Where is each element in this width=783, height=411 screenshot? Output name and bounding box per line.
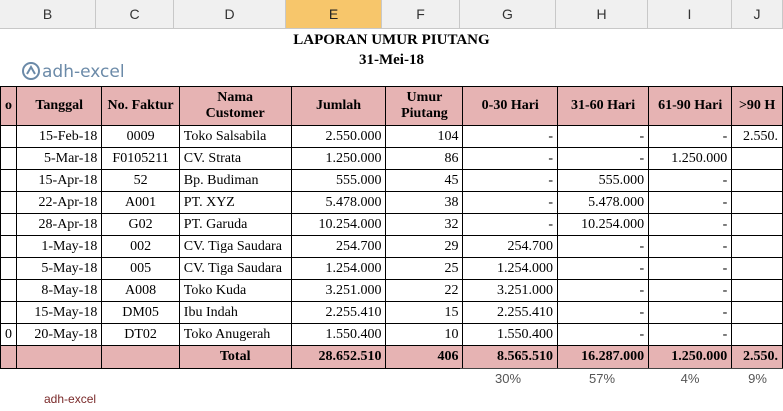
cell-over-90-hari[interactable] [732, 214, 783, 236]
table-row [1, 236, 783, 258]
cell-umur-piutang[interactable]: 10 [386, 324, 463, 346]
table-row [1, 280, 783, 302]
cell-31-60-hari[interactable]: 10.254.000 [558, 214, 649, 236]
column-header-i[interactable]: I [648, 0, 732, 28]
header-tanggal[interactable]: Tanggal [17, 87, 102, 126]
total-umur-piutang[interactable]: 406 [386, 346, 463, 369]
total-nama-customer[interactable]: Total [179, 346, 291, 369]
cell-no-faktur[interactable]: 0009 [102, 126, 179, 148]
cell-61-90-hari[interactable]: - [649, 258, 732, 280]
cell-umur-piutang[interactable]: 45 [386, 170, 463, 192]
cell-nama-customer[interactable]: PT. XYZ [179, 192, 291, 214]
cell-over-90-hari[interactable] [732, 302, 783, 324]
cell-over-90-hari[interactable] [732, 258, 783, 280]
cell-no[interactable]: 0 [1, 324, 17, 346]
cell-nama-customer[interactable]: CV. Strata [179, 148, 291, 170]
percentage-31-60-hari[interactable]: 57% [556, 368, 648, 389]
cell-61-90-hari[interactable]: - [649, 214, 732, 236]
cell-31-60-hari[interactable]: 5.478.000 [558, 192, 649, 214]
cell-0-30-hari[interactable]: - [463, 148, 558, 170]
cell-31-60-hari[interactable]: - [558, 280, 649, 302]
cell-61-90-hari[interactable]: - [649, 324, 732, 346]
cell-31-60-hari[interactable]: - [558, 258, 649, 280]
percentage-61-90-hari[interactable]: 4% [648, 368, 732, 389]
header-umur-piutang[interactable]: Umur Piutang [386, 87, 463, 126]
cell-nama-customer[interactable]: Toko Salsabila [179, 126, 291, 148]
cell-umur-piutang[interactable]: 86 [386, 148, 463, 170]
cell-over-90-hari[interactable] [732, 324, 783, 346]
header-jumlah[interactable]: Jumlah [291, 87, 386, 126]
cell-jumlah[interactable]: 1.550.400 [291, 324, 386, 346]
cell-0-30-hari[interactable]: 3.251.000 [463, 280, 558, 302]
cell-jumlah[interactable]: 555.000 [291, 170, 386, 192]
cell-31-60-hari[interactable]: - [558, 236, 649, 258]
column-header-bar [0, 0, 783, 29]
cell-nama-customer[interactable]: CV. Tiga Saudara [179, 258, 291, 280]
cell-jumlah[interactable]: 1.250.000 [291, 148, 386, 170]
cell-no-faktur[interactable]: 005 [102, 258, 179, 280]
adh-excel-logo-icon [22, 62, 40, 80]
cell-umur-piutang[interactable]: 22 [386, 280, 463, 302]
header-31-60-hari[interactable]: 31-60 Hari [558, 87, 649, 126]
total-tanggal[interactable] [17, 346, 102, 369]
cell-0-30-hari[interactable]: 2.255.410 [463, 302, 558, 324]
cell-61-90-hari[interactable]: - [649, 126, 732, 148]
cell-no-faktur[interactable]: DM05 [102, 302, 179, 324]
header-0-30-hari[interactable]: 0-30 Hari [463, 87, 558, 126]
cell-no-faktur[interactable]: 002 [102, 236, 179, 258]
cell-over-90-hari[interactable] [732, 192, 783, 214]
cell-0-30-hari[interactable]: - [463, 126, 558, 148]
cell-0-30-hari[interactable]: - [463, 170, 558, 192]
cell-no[interactable] [1, 258, 17, 280]
column-header-b[interactable]: B [0, 0, 96, 28]
cell-over-90-hari[interactable] [732, 236, 783, 258]
cell-umur-piutang[interactable]: 15 [386, 302, 463, 324]
cell-no[interactable] [1, 236, 17, 258]
cell-61-90-hari[interactable]: - [649, 280, 732, 302]
total-row [1, 346, 783, 369]
report-title: LAPORAN UMUR PIUTANG [293, 32, 490, 48]
column-header-d[interactable]: D [174, 0, 286, 28]
cell-tanggal[interactable]: 5-May-18 [17, 258, 102, 280]
cell-tanggal[interactable]: 15-Feb-18 [17, 126, 102, 148]
cell-over-90-hari[interactable] [732, 280, 783, 302]
table-row [1, 324, 783, 346]
cell-31-60-hari[interactable]: - [558, 126, 649, 148]
cell-over-90-hari[interactable] [732, 170, 783, 192]
cell-tanggal[interactable]: 20-May-18 [17, 324, 102, 346]
cell-0-30-hari[interactable]: 254.700 [463, 236, 558, 258]
total-jumlah[interactable]: 28.652.510 [291, 346, 386, 369]
cell-31-60-hari[interactable]: 555.000 [558, 170, 649, 192]
cell-0-30-hari[interactable]: - [463, 214, 558, 236]
cell-tanggal[interactable]: 15-May-18 [17, 302, 102, 324]
cell-61-90-hari[interactable]: - [649, 302, 732, 324]
cell-nama-customer[interactable]: Toko Kuda [179, 280, 291, 302]
table-row [1, 192, 783, 214]
cell-0-30-hari[interactable]: - [463, 192, 558, 214]
cell-jumlah[interactable]: 1.254.000 [291, 258, 386, 280]
total-no[interactable] [1, 346, 17, 369]
table-row [1, 258, 783, 280]
column-header-f[interactable]: F [382, 0, 460, 28]
cell-jumlah[interactable]: 2.255.410 [291, 302, 386, 324]
cell-nama-customer[interactable]: PT. Garuda [179, 214, 291, 236]
header-no[interactable]: o [1, 87, 17, 126]
cell-no[interactable] [1, 126, 17, 148]
column-header-j[interactable]: J [732, 0, 783, 28]
total-31-60-hari[interactable]: 16.287.000 [558, 346, 649, 369]
cell-nama-customer[interactable]: Toko Anugerah [179, 324, 291, 346]
cell-no[interactable] [1, 170, 17, 192]
cell-umur-piutang[interactable]: 29 [386, 236, 463, 258]
percentage-0-30-hari[interactable]: 30% [460, 368, 556, 389]
cell-no[interactable] [1, 192, 17, 214]
cell-no[interactable] [1, 302, 17, 324]
cell-61-90-hari[interactable]: - [649, 192, 732, 214]
column-header-h[interactable]: H [556, 0, 648, 28]
cell-nama-customer[interactable]: Ibu Indah [179, 302, 291, 324]
total-0-30-hari[interactable]: 8.565.510 [463, 346, 558, 369]
cell-0-30-hari[interactable]: 1.550.400 [463, 324, 558, 346]
cell-umur-piutang[interactable]: 38 [386, 192, 463, 214]
cell-no-faktur[interactable]: A001 [102, 192, 179, 214]
cell-no[interactable] [1, 214, 17, 236]
total-no-faktur[interactable] [102, 346, 179, 369]
cell-nama-customer[interactable]: Bp. Budiman [179, 170, 291, 192]
cell-31-60-hari[interactable]: - [558, 324, 649, 346]
cell-tanggal[interactable]: 8-May-18 [17, 280, 102, 302]
cell-61-90-hari[interactable]: - [649, 170, 732, 192]
cell-umur-piutang[interactable]: 25 [386, 258, 463, 280]
cell-no-faktur[interactable]: F0105211 [102, 148, 179, 170]
header-61-90-hari[interactable]: 61-90 Hari [649, 87, 732, 126]
cell-umur-piutang[interactable]: 32 [386, 214, 463, 236]
cell-jumlah[interactable]: 254.700 [291, 236, 386, 258]
header-no-faktur[interactable]: No. Faktur [102, 87, 179, 126]
cell-tanggal[interactable]: 1-May-18 [17, 236, 102, 258]
table-row [1, 170, 783, 192]
cell-tanggal[interactable]: 15-Apr-18 [17, 170, 102, 192]
cell-jumlah[interactable]: 10.254.000 [291, 214, 386, 236]
header-over-90-hari[interactable]: >90 H [732, 87, 783, 126]
table-header-row [1, 87, 783, 126]
cell-31-60-hari[interactable]: - [558, 302, 649, 324]
cell-tanggal[interactable]: 28-Apr-18 [17, 214, 102, 236]
table-row [1, 214, 783, 236]
cell-31-60-hari[interactable]: - [558, 148, 649, 170]
header-nama-customer[interactable]: Nama Customer [179, 87, 291, 126]
total-61-90-hari[interactable]: 1.250.000 [649, 346, 732, 369]
cell-jumlah[interactable]: 5.478.000 [291, 192, 386, 214]
table-row [1, 302, 783, 324]
cell-0-30-hari[interactable]: 1.254.000 [463, 258, 558, 280]
cell-61-90-hari[interactable]: - [649, 236, 732, 258]
aging-table [0, 86, 783, 369]
cell-umur-piutang[interactable]: 104 [386, 126, 463, 148]
table-row [1, 148, 783, 170]
column-header-e[interactable]: E [286, 0, 382, 28]
cell-jumlah[interactable]: 2.550.000 [291, 126, 386, 148]
report-date: 31-Mei-18 [359, 52, 424, 68]
watermark-top: adh-excel [42, 62, 125, 82]
cell-tanggal[interactable]: 5-Mar-18 [17, 148, 102, 170]
percentage-over-90-hari[interactable]: 9% [732, 368, 783, 389]
cell-61-90-hari[interactable]: 1.250.000 [649, 148, 732, 170]
cell-tanggal[interactable]: 22-Apr-18 [17, 192, 102, 214]
cell-over-90-hari[interactable] [732, 148, 783, 170]
table-row [1, 126, 783, 148]
cell-nama-customer[interactable]: CV. Tiga Saudara [179, 236, 291, 258]
cell-jumlah[interactable]: 3.251.000 [291, 280, 386, 302]
column-header-g[interactable]: G [460, 0, 556, 28]
cell-over-90-hari[interactable]: 2.550. [732, 126, 783, 148]
cell-no-faktur[interactable]: G02 [102, 214, 179, 236]
cell-no[interactable] [1, 148, 17, 170]
cell-no-faktur[interactable]: A008 [102, 280, 179, 302]
total-over-90-hari[interactable]: 2.550. [732, 346, 783, 369]
watermark-footer: adh-excel [44, 392, 97, 406]
cell-no[interactable] [1, 280, 17, 302]
cell-no-faktur[interactable]: 52 [102, 170, 179, 192]
column-header-c[interactable]: C [96, 0, 174, 28]
cell-no-faktur[interactable]: DT02 [102, 324, 179, 346]
